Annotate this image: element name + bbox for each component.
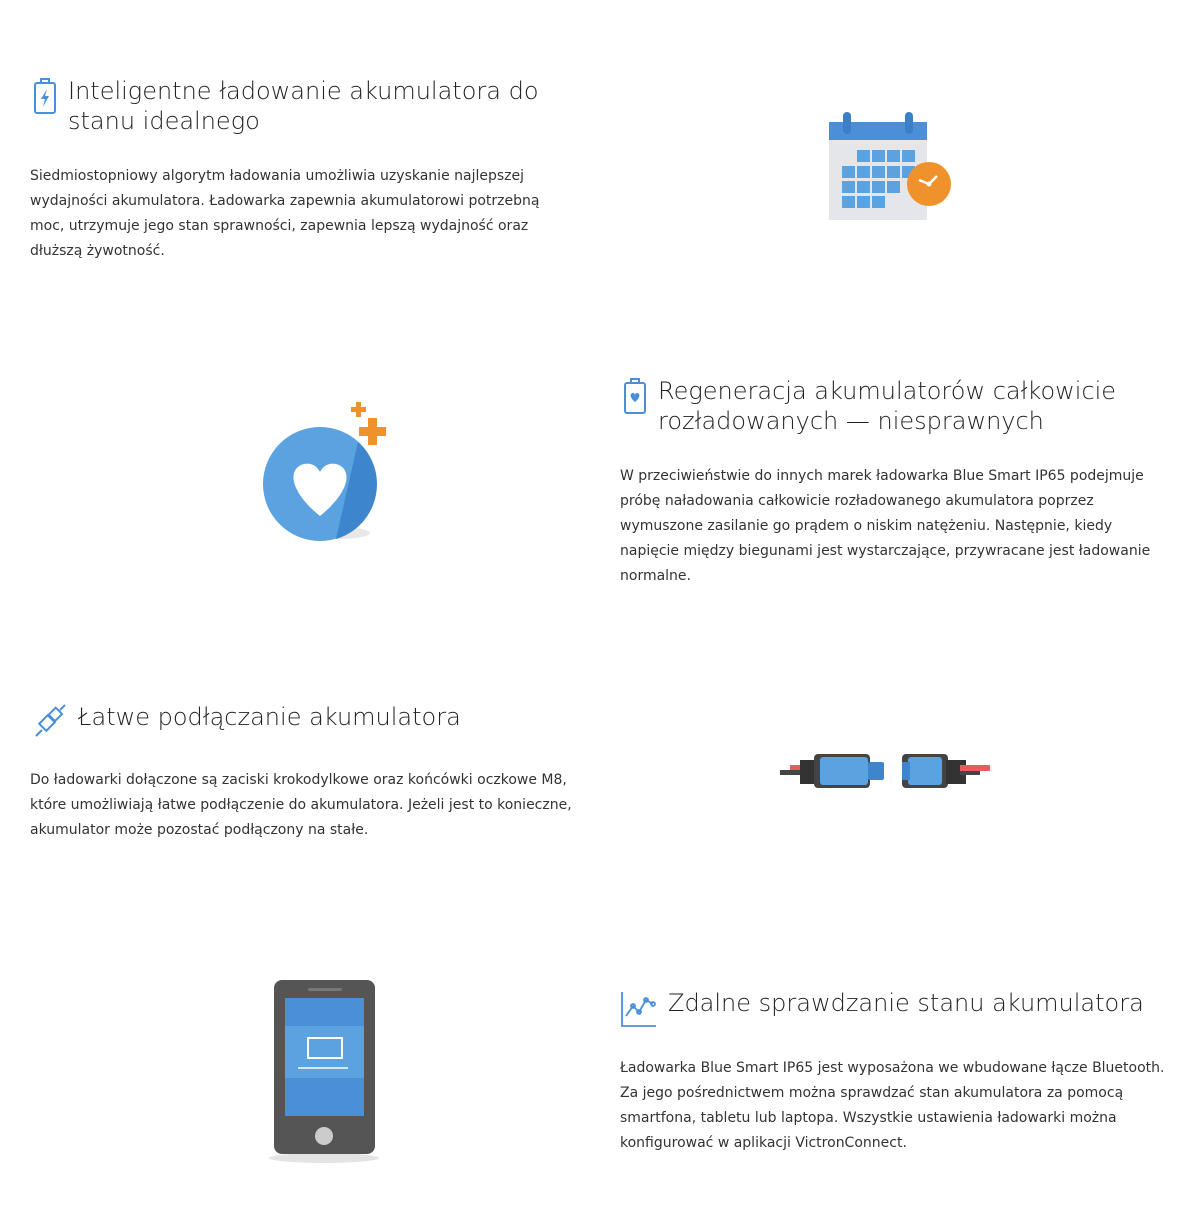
calendar-clock-icon bbox=[825, 110, 955, 225]
section-title: Inteligentne ładowanie akumulatora do stanu idealnego bbox=[68, 77, 539, 135]
feature-recovery bbox=[622, 376, 1167, 589]
connector-plug-icon bbox=[32, 704, 68, 740]
connector-cable-image bbox=[780, 750, 992, 792]
section-body: W przeciwieństwie do innych marek ładowarka Blue Smart IP65 podejmuje próbę naładowania całkowicie rozładowanego akumulatora poprzez wymuszone zasilanie go prądem o niskim natężeniu. Następnie, kiedy napięcie między biegunami jest wystarczające, przywracane jest ładowanie normalne. bbox=[620, 468, 1151, 584]
chart-line-icon bbox=[620, 990, 658, 1028]
feature-smart-charging bbox=[32, 76, 592, 264]
section-title: Regeneracja akumulatorów całkowicie rozładowanych — niesprawnych bbox=[658, 377, 1117, 435]
section-title: Łatwe podłączanie akumulatora bbox=[78, 703, 461, 731]
battery-heart-icon bbox=[622, 378, 648, 414]
battery-charge-icon bbox=[32, 78, 58, 114]
section-body: Siedmiostopniowy algorytm ładowania umożliwia uzyskanie najlepszej wydajności akumulatora. Ładowarka zapewnia akumulatorowi potrzebną moc, utrzymuje jego stan sprawności, zapewnia lepszą wydajność oraz dłuższą żywotność. bbox=[30, 168, 540, 259]
section-body: Ładowarka Blue Smart IP65 jest wyposażona we wbudowane łącze Bluetooth. Za jego pośrednictwem można sprawdzać stan akumulatora za pomocą smartfona, tabletu lub laptopa. Wszystkie ustawienia ładowarki można konfigurować w aplikacji VictronConnect. bbox=[620, 1060, 1165, 1151]
section-title: Zdalne sprawdzanie stanu akumulatora bbox=[668, 989, 1144, 1017]
section-body: Do ładowarki dołączone są zaciski krokodylkowe oraz końcówki oczkowe M8, które umożliwiają łatwe podłączenie do akumulatora. Jeżeli jest to konieczne, akumulator może pozostać podłączony na stałe. bbox=[30, 772, 572, 838]
smartphone-app-image bbox=[268, 978, 382, 1164]
feature-easy-connect bbox=[32, 702, 592, 843]
heart-recovery-icon bbox=[258, 398, 393, 548]
feature-remote-monitoring bbox=[620, 988, 1165, 1156]
